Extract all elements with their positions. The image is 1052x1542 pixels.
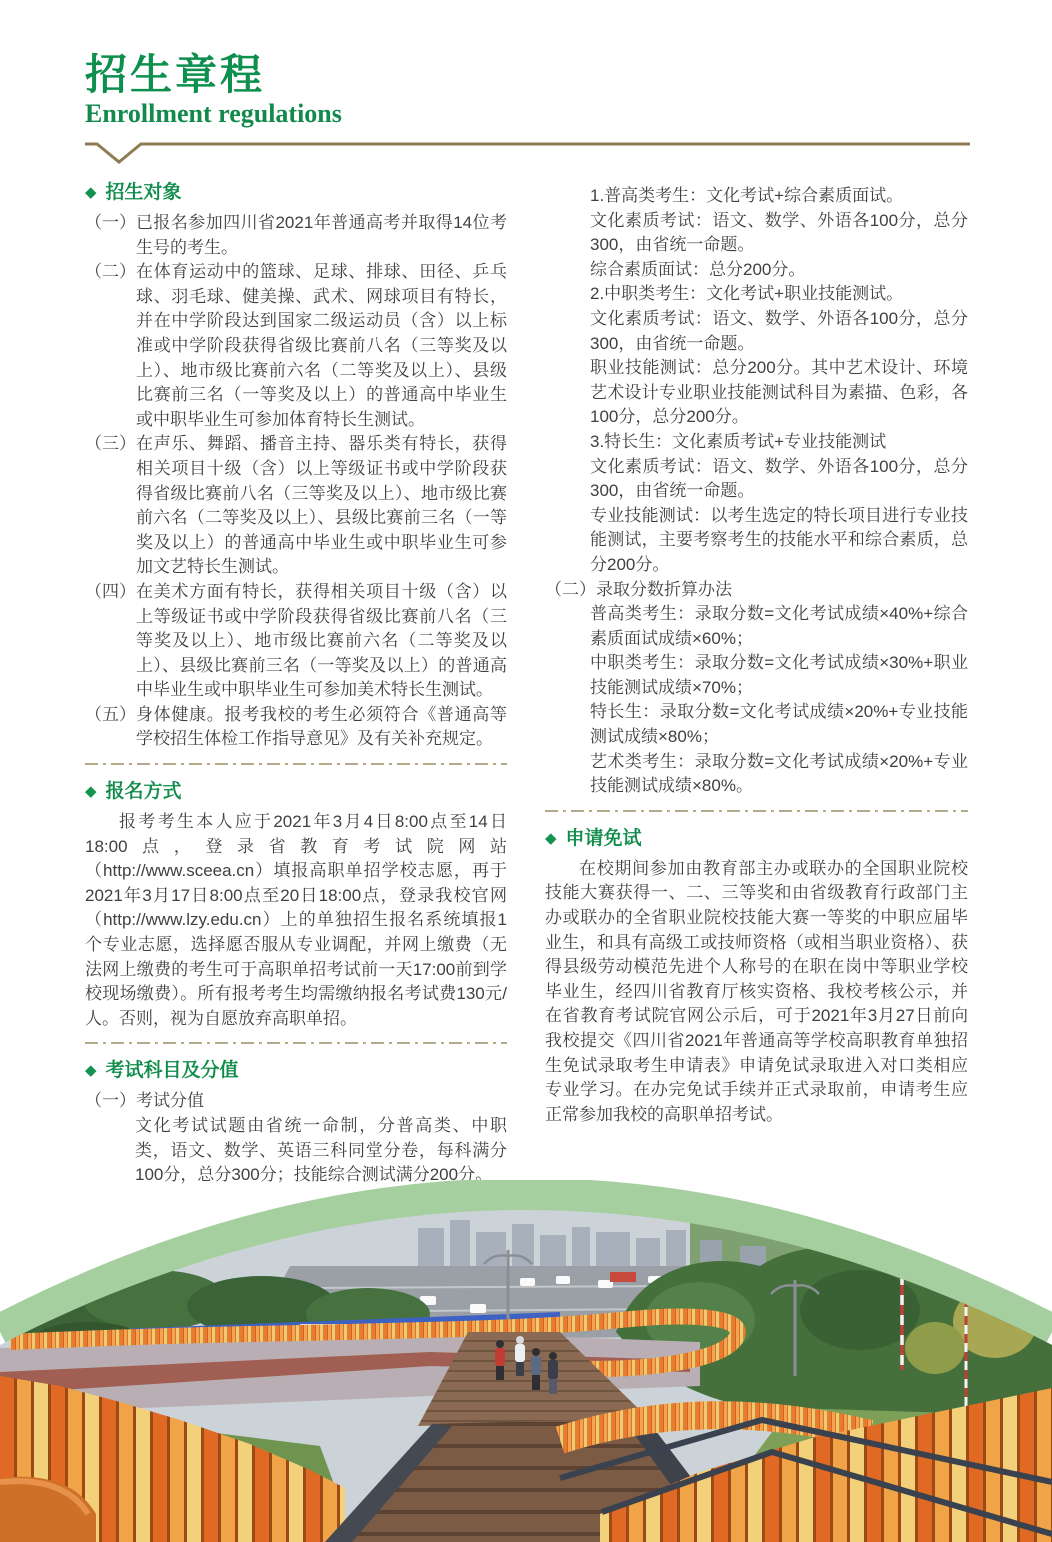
target-item (85, 580, 507, 703)
page-title: 招生章程 (85, 51, 266, 98)
exam-sub1 (85, 1089, 507, 1114)
exam-subject-line: 1.普高类考生：文化考试+综合素质面试。 (590, 186, 904, 205)
registration-paragraph: 报考考生本人应于2021年3月4日8:00点至14日18:00点，登录省教育考试院网站（http://www.sceea.cn）填报高职单招学校志愿，再于2021年3月17日8:00点至20日18:00点，登录我校官网（http://www.lzy.edu.cn）上的单独招生报名系统填报1个专业志愿，选择愿否服从专业调配，并网上缴费（无法网上缴费的考生可于高职单招考试前一天17:00前到学校现场缴费）。所有报考考生均需缴纳报名考试费130元/人。否则，视为自愿放弃高职单招。 (85, 812, 507, 1028)
target-item (85, 211, 507, 260)
section-heading-label: 招生对象 (105, 182, 182, 203)
item-label: （二） (545, 579, 596, 599)
left-column (85, 180, 507, 1188)
dashed-separator (85, 763, 507, 765)
item-label: （五） (85, 704, 136, 724)
campus-photo (0, 1180, 1052, 1542)
score-formula: 艺术类考生：录取分数=文化考试成绩×20%+专业技能测试成绩×80%。 (590, 751, 968, 796)
item-text: 已报名参加四川省2021年普通高考并取得14位考生号的考生。 (136, 213, 507, 257)
target-item (85, 260, 507, 432)
exam-subject-line: 职业技能测试：总分200分。其中艺术设计、环境艺术设计专业职业技能测试科目为素描、色彩，各100分，总分200分。 (590, 358, 968, 427)
dashed-separator (85, 1042, 507, 1044)
target-item (85, 703, 507, 752)
exam-subject-line: 文化素质考试：语文、数学、外语各100分，总分300，由省统一命题。 (590, 308, 968, 353)
dashed-separator (545, 810, 968, 812)
exam-subject-line: 3.特长生：文化素质考试+专业技能测试 (590, 431, 887, 451)
item-label: （四） (85, 581, 136, 601)
item-label: （二） (85, 262, 136, 282)
item-text: 在声乐、舞蹈、播音主持、器乐类有特长，获得相关项目十级（含）以上等级证书或中学阶段获得省级比赛前八名（三等奖及以上）、地市级比赛前六名（二等奖及以上）、县级比赛前三名（一等奖及以上）的普通高中毕业生或中职毕业生可参加文艺特长生测试。 (136, 434, 507, 577)
item-label: （一） (85, 213, 136, 232)
exam-subject-line: 2.中职类考生：文化考试+职业技能测试。 (590, 284, 904, 304)
ribbon-notch-line (85, 144, 970, 162)
diamond-icon: ◆ (85, 184, 97, 201)
photo-scene (0, 1180, 1052, 1542)
item-label: （一） (85, 1091, 136, 1111)
exam-sub1-paragraph: 文化考试试题由省统一命制，分普高类、中职类，语文、数学、英语三科同堂分卷，每科满分100分，总分300分；技能综合测试满分200分。 (135, 1116, 507, 1185)
section-heading-label: 申请免试 (565, 827, 642, 849)
target-item (85, 432, 507, 580)
item-text: 身体健康。报考我校的考生必须符合《普通高等学校招生体检工作指导意见》及有关补充规定。 (136, 704, 507, 749)
exemption-paragraph: 在校期间参加由教育部主办或联办的全国职业院校技能大赛获得一、二、三等奖和由省级教育行政部门主办或联办的全省职业院校技能大赛一等奖的中职应届毕业生，和具有高级工或技师资格（或相当职业资格）、获得县级劳动模范先进个人称号的在职在岗中等职业学校毕业生，经四川省教育厅核实资格、我校考核公示，并在省教育考试院官网公示后，可于2021年3月27日前向我校提交《四川省2021年普通高等学校高职教育单独招生免试录取考生申请表》申请免试录取进入对口类相应专业学习。在办完免试手续并正式录取前，申请考生应正常参加我校的高职单招考试。 (545, 858, 968, 1124)
section-heading-registration (85, 779, 507, 805)
diamond-icon: ◆ (85, 1062, 97, 1080)
exam-subject-line: 综合素质面试：总分200分。 (590, 259, 806, 279)
section-heading-targets (85, 180, 507, 206)
exam-sub2 (545, 578, 968, 603)
exam-subject-line: 文化素质考试：语文、数学、外语各100分，总分300，由省统一命题。 (590, 210, 968, 255)
section-heading-label: 考试科目及分值 (105, 1060, 239, 1082)
diamond-icon: ◆ (85, 783, 97, 801)
score-formula: 特长生：录取分数=文化考试成绩×20%+专业技能测试成绩×80%； (590, 702, 968, 747)
right-column (545, 180, 968, 1127)
section-heading-label: 报名方式 (105, 781, 182, 803)
exam-subject-line: 文化素质考试：语文、数学、外语各100分，总分300，由省统一命题。 (590, 456, 968, 501)
item-title: 考试分值 (136, 1091, 204, 1111)
item-title: 录取分数折算办法 (596, 579, 732, 599)
item-text: 在体育运动中的篮球、足球、排球、田径、乒乓球、羽毛球、健美操、武术、网球项目有特长，并在中学阶段达到国家二级运动员（含）以上标准或中学阶段获得省级比赛前八名（三等奖及以上）、地市级比赛前六名（二等奖及以上）、县级比赛前三名（一等奖及以上）的普通高中毕业生或中职毕业生可参加体育特长生测试。 (136, 262, 507, 429)
diamond-icon: ◆ (545, 829, 557, 847)
gate-canopy (610, 1272, 636, 1282)
exam-subject-line: 专业技能测试：以考生选定的特长项目进行专业技能测试，主要考察考生的技能水平和综合素质，总分200分。 (590, 505, 968, 574)
header-rule (85, 142, 970, 166)
page-header (85, 52, 342, 129)
score-formula: 普高类考生：录取分数=文化考试成绩×40%+综合素质面试成绩×60%； (590, 604, 968, 648)
page-subtitle-en: Enrollment regulations (85, 99, 342, 128)
item-text: 在美术方面有特长，获得相关项目十级（含）以上等级证书或中学阶段获得省级比赛前八名（三等奖及以上）、地市级比赛前六名（二等奖及以上）、县级比赛前三名（一等奖及以上）的普通高中毕业生或中职毕业生可参加美术特长生测试。 (136, 581, 507, 700)
score-formula: 中职类考生：录取分数=文化考试成绩×30%+职业技能测试成绩×70%； (590, 653, 968, 697)
section-heading-exemption (545, 826, 968, 852)
item-label: （三） (85, 434, 136, 454)
section-heading-exam (85, 1058, 507, 1084)
